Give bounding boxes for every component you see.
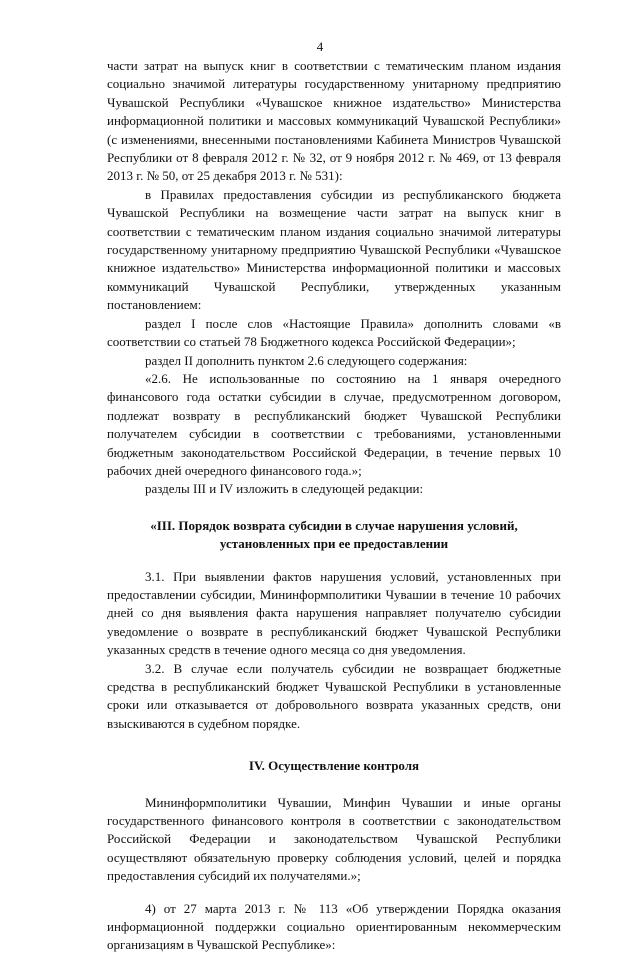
- paragraph-clause-3-1: 3.1. При выявлении фактов нарушения условий, установленных при предоставлении субсидии, Мининформполитики Чувашии в течение 10 рабочих дней со дня выявления факта нарушения направляет получателю субсидии уведомление о возврате в республиканский бюджет Чувашской Республики указанных средств в течение одного месяца со дня уведомления.: [107, 568, 561, 658]
- section-3-heading-line1: «III. Порядок возврата субсидии в случае нарушения условий,: [150, 517, 518, 533]
- paragraph-rules-amendment: в Правилах предоставления субсидии из республиканского бюджета Чувашской Республики на возмещение части затрат на выпуск книг в соответствии с тематическим планом издания социально значимой литературы государственному унитарному предприятию Чувашской Республики «Чувашское книжное издательство» Министерства информационной политики и массовых коммуникаций Чувашской Республики, утвержденных указанным постановлением:: [107, 186, 561, 313]
- paragraph-sections-3-4: разделы III и IV изложить в следующей редакции:: [145, 481, 424, 497]
- paragraph-clause-3-2: 3.2. В случае если получатель субсидии не возвращает бюджетные средства в республиканский бюджет Чувашской Республики в установленные сроки или отказывается от добровольного возврата указанных средств, они взыскиваются в судебном порядке.: [107, 660, 561, 731]
- paragraph-continuation: части затрат на выпуск книг в соответствии с тематическим планом издания социально значимой литературы государственному унитарному предприятию Чувашской Республики «Чувашское книжное издательство» Министерства информационной политики и массовых коммуникаций Чувашской Республики» (с изменениями, внесенными постановлениями Кабинета Министров Чувашской Республики от 8 февраля 2012 г. № 32, от 9 ноября 2012 г. № 469, от 13 февраля 2013 г. № 50, от 25 декабря 2013 г. № 531):: [107, 58, 561, 184]
- document-body: [107, 57, 561, 955]
- section-3-heading-line2: установленных при ее предоставлении: [219, 536, 449, 552]
- paragraph-clause-2-6: «2.6. Не использованные по состоянию на 1 января очередного финансового года остатки субсидии в случае, предусмотренном договором, подлежат возврату в республиканский бюджет Чувашской Республики получателем субсидии в соответствии с требованиями, установленными бюджетным законодательством Российской Федерации, в течение первых 10 рабочих дней очередного финансового года.»;: [107, 370, 561, 478]
- section-4-heading: IV. Осуществление контроля: [248, 758, 420, 774]
- paragraph-section-1: раздел I после слов «Настоящие Правила» дополнить словами «в соответствии со статьей 78 Бюджетного кодекса Российской Федерации»;: [107, 315, 561, 350]
- paragraph-item-4: 4) от 27 марта 2013 г. № 113 «Об утверждении Порядка оказания информационной поддержки социально ориентированным некоммерческим организациям в Чувашской Республике»:: [107, 900, 561, 953]
- paragraph-section-2: раздел II дополнить пунктом 2.6 следующего содержания:: [145, 352, 468, 368]
- page-number: 4: [316, 39, 324, 54]
- section-3-heading: [107, 517, 561, 554]
- paragraph-control: Мининформполитики Чувашии, Минфин Чувашии и иные органы государственного финансового контроля в соответствии с законодательством Российской Федерации и законодательством Чувашской Республики осуществляют обязательную проверку соблюдения условий, целей и порядка предоставления субсидий их получателями.»;: [107, 794, 561, 884]
